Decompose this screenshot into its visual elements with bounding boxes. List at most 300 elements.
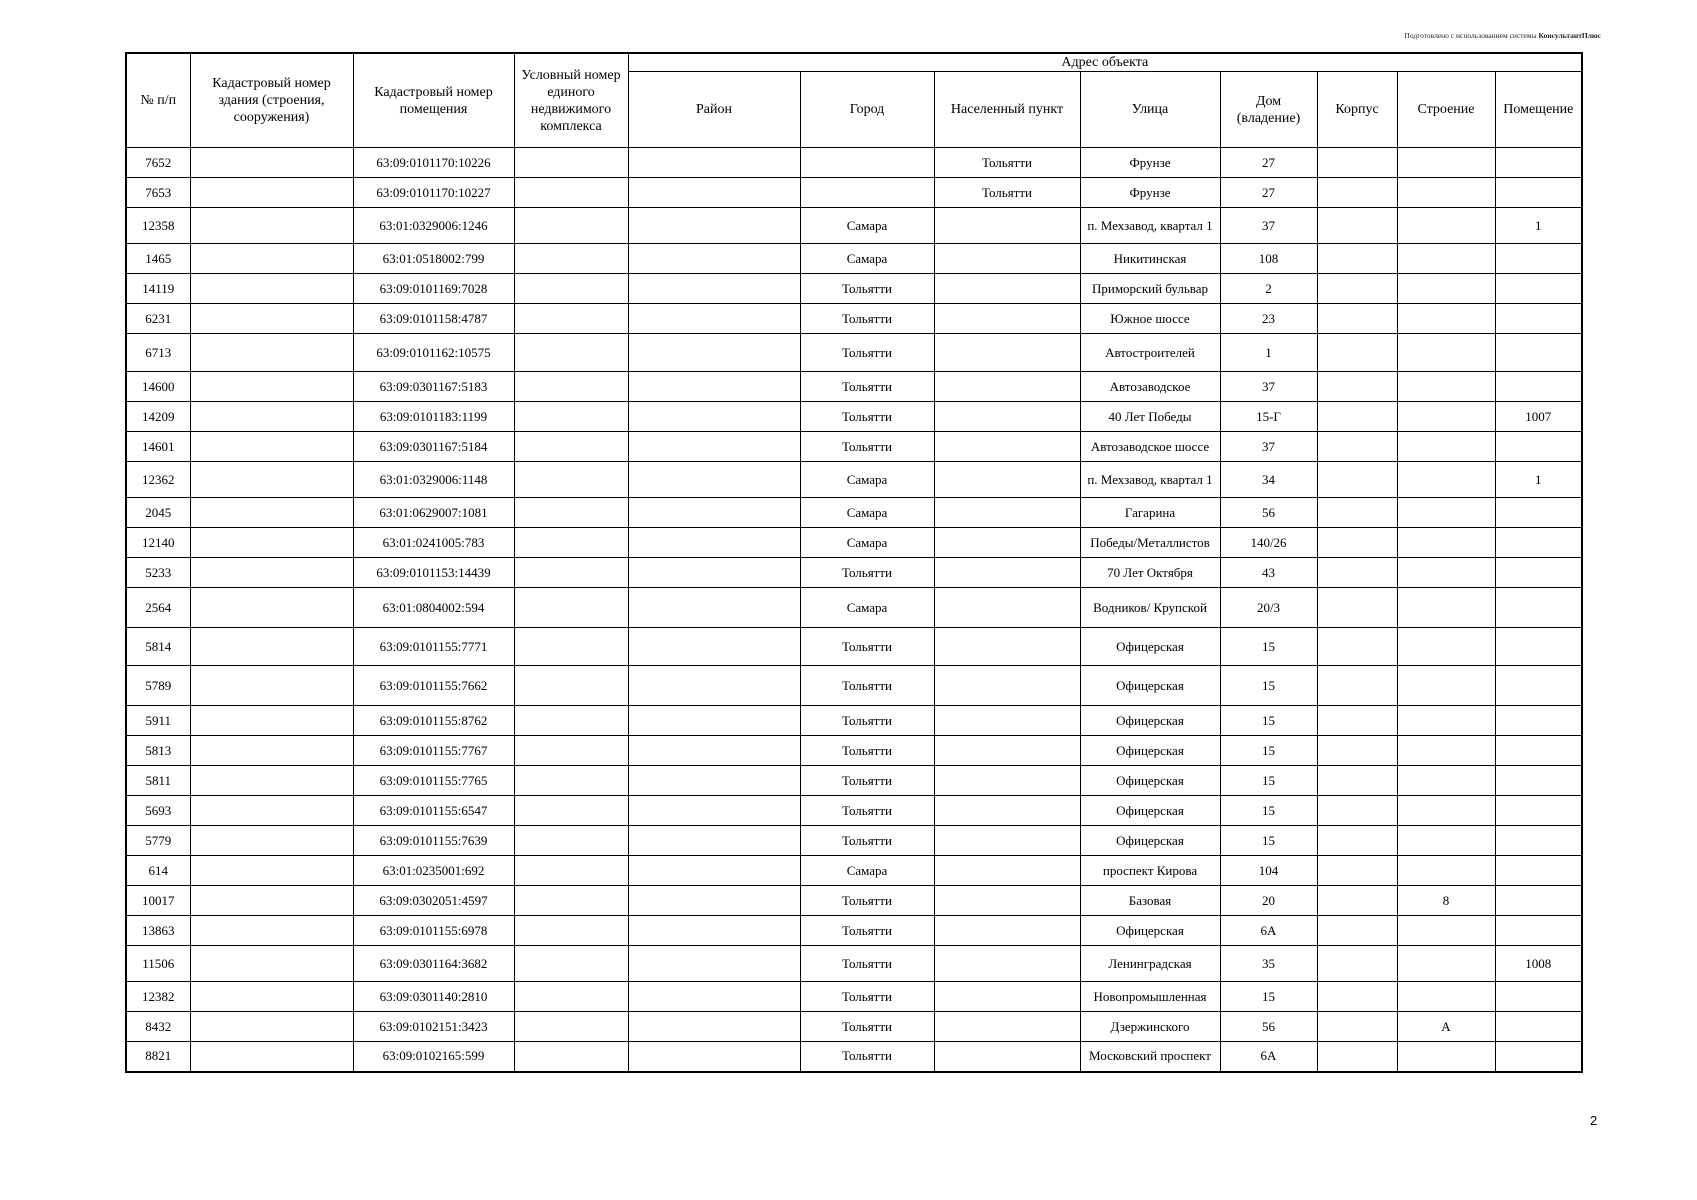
cell-stroenie <box>1397 796 1495 826</box>
cell-premises-cadastral: 63:09:0101162:10575 <box>353 334 514 372</box>
cell-house: 20/3 <box>1220 588 1317 628</box>
cell-district <box>628 498 800 528</box>
cell-building-cadastral <box>190 826 353 856</box>
cell-street: Фрунзе <box>1080 178 1220 208</box>
cell-building-cadastral <box>190 432 353 462</box>
cell-city: Тольятти <box>800 796 934 826</box>
cell-num: 2564 <box>126 588 190 628</box>
cell-stroenie <box>1397 826 1495 856</box>
cell-num: 14601 <box>126 432 190 462</box>
cell-complex-number <box>514 736 628 766</box>
cell-korpus <box>1317 208 1397 244</box>
cell-num: 14119 <box>126 274 190 304</box>
cell-settlement <box>934 856 1080 886</box>
cell-num: 6713 <box>126 334 190 372</box>
cell-pomeshchenie <box>1495 558 1582 588</box>
cell-pomeshchenie <box>1495 796 1582 826</box>
cell-complex-number <box>514 796 628 826</box>
cell-stroenie <box>1397 208 1495 244</box>
cell-num: 2045 <box>126 498 190 528</box>
cell-city: Тольятти <box>800 826 934 856</box>
cell-premises-cadastral: 63:09:0301140:2810 <box>353 982 514 1012</box>
cell-num: 6231 <box>126 304 190 334</box>
cell-stroenie <box>1397 334 1495 372</box>
table-row <box>126 766 1582 796</box>
cell-complex-number <box>514 178 628 208</box>
col-header-house: Дом (владение) <box>1220 72 1317 148</box>
cell-num: 13863 <box>126 916 190 946</box>
table-row <box>126 796 1582 826</box>
cell-pomeshchenie <box>1495 706 1582 736</box>
cell-pomeshchenie <box>1495 1042 1582 1072</box>
cell-settlement <box>934 244 1080 274</box>
cell-district <box>628 372 800 402</box>
cell-settlement <box>934 946 1080 982</box>
cell-street: Автозаводское шоссе <box>1080 432 1220 462</box>
cell-settlement <box>934 826 1080 856</box>
cell-city: Самара <box>800 856 934 886</box>
cell-building-cadastral <box>190 372 353 402</box>
cell-complex-number <box>514 1012 628 1042</box>
cell-building-cadastral <box>190 916 353 946</box>
cell-house: 15-Г <box>1220 402 1317 432</box>
cell-korpus <box>1317 1042 1397 1072</box>
cell-korpus <box>1317 796 1397 826</box>
cell-premises-cadastral: 63:09:0302051:4597 <box>353 886 514 916</box>
cell-building-cadastral <box>190 462 353 498</box>
cell-building-cadastral <box>190 886 353 916</box>
cell-city: Тольятти <box>800 334 934 372</box>
table-body <box>126 148 1582 1072</box>
cell-house: 56 <box>1220 498 1317 528</box>
cell-house: 15 <box>1220 766 1317 796</box>
cell-district <box>628 208 800 244</box>
cell-city <box>800 148 934 178</box>
cell-house: 1 <box>1220 334 1317 372</box>
col-header-premises-cadastral: Кадастровый номер помещения <box>353 53 514 148</box>
watermark-prefix: Подготовлено с использованием системы <box>1404 31 1537 40</box>
cell-pomeshchenie <box>1495 148 1582 178</box>
col-header-num: № п/п <box>126 53 190 148</box>
cell-district <box>628 766 800 796</box>
cell-building-cadastral <box>190 528 353 558</box>
cell-city: Тольятти <box>800 558 934 588</box>
cell-complex-number <box>514 826 628 856</box>
col-header-district: Район <box>628 72 800 148</box>
cell-num: 8432 <box>126 1012 190 1042</box>
cell-complex-number <box>514 766 628 796</box>
cell-street: Дзержинского <box>1080 1012 1220 1042</box>
cell-num: 5779 <box>126 826 190 856</box>
cell-num: 5789 <box>126 666 190 706</box>
cell-building-cadastral <box>190 148 353 178</box>
cell-settlement: Тольятти <box>934 148 1080 178</box>
table-row <box>126 628 1582 666</box>
col-header-address-group: Адрес объекта <box>628 53 1582 72</box>
cell-complex-number <box>514 148 628 178</box>
cell-settlement <box>934 666 1080 706</box>
cell-stroenie: 8 <box>1397 886 1495 916</box>
cell-district <box>628 826 800 856</box>
cell-stroenie <box>1397 402 1495 432</box>
cell-street: Ленинградская <box>1080 946 1220 982</box>
cell-street: Базовая <box>1080 886 1220 916</box>
col-header-city: Город <box>800 72 934 148</box>
cell-complex-number <box>514 208 628 244</box>
cell-num: 10017 <box>126 886 190 916</box>
cell-pomeshchenie <box>1495 886 1582 916</box>
cell-settlement <box>934 558 1080 588</box>
cell-settlement <box>934 498 1080 528</box>
cell-korpus <box>1317 826 1397 856</box>
cell-street: 40 Лет Победы <box>1080 402 1220 432</box>
table-row <box>126 208 1582 244</box>
cell-building-cadastral <box>190 208 353 244</box>
cell-complex-number <box>514 334 628 372</box>
table-row <box>126 946 1582 982</box>
cell-stroenie <box>1397 462 1495 498</box>
cell-district <box>628 706 800 736</box>
cell-house: 37 <box>1220 208 1317 244</box>
cell-num: 7652 <box>126 148 190 178</box>
cell-pomeshchenie: 1007 <box>1495 402 1582 432</box>
cell-house: 27 <box>1220 178 1317 208</box>
cell-complex-number <box>514 462 628 498</box>
cell-house: 6А <box>1220 1042 1317 1072</box>
cell-street: 70 Лет Октября <box>1080 558 1220 588</box>
col-header-street: Улица <box>1080 72 1220 148</box>
cell-house: 34 <box>1220 462 1317 498</box>
cell-street: Офицерская <box>1080 628 1220 666</box>
table-row <box>126 736 1582 766</box>
cell-korpus <box>1317 402 1397 432</box>
table-row <box>126 148 1582 178</box>
table-row <box>126 558 1582 588</box>
cell-num: 8821 <box>126 1042 190 1072</box>
cell-building-cadastral <box>190 766 353 796</box>
cell-settlement <box>934 334 1080 372</box>
page-number: 2 <box>1590 1113 1598 1128</box>
cell-premises-cadastral: 63:09:0101183:1199 <box>353 402 514 432</box>
cell-city: Самара <box>800 528 934 558</box>
cell-stroenie <box>1397 372 1495 402</box>
cell-district <box>628 736 800 766</box>
cell-district <box>628 432 800 462</box>
cell-pomeshchenie <box>1495 766 1582 796</box>
cell-complex-number <box>514 916 628 946</box>
cell-complex-number <box>514 244 628 274</box>
cell-stroenie <box>1397 1042 1495 1072</box>
cell-building-cadastral <box>190 796 353 826</box>
cell-settlement <box>934 1042 1080 1072</box>
cell-premises-cadastral: 63:09:0102165:599 <box>353 1042 514 1072</box>
cell-pomeshchenie <box>1495 432 1582 462</box>
cell-building-cadastral <box>190 274 353 304</box>
cell-district <box>628 558 800 588</box>
cell-num: 5911 <box>126 706 190 736</box>
cell-settlement <box>934 588 1080 628</box>
cell-city <box>800 178 934 208</box>
cell-stroenie <box>1397 588 1495 628</box>
cell-pomeshchenie: 1 <box>1495 462 1582 498</box>
cell-house: 27 <box>1220 148 1317 178</box>
cell-stroenie <box>1397 432 1495 462</box>
cell-korpus <box>1317 666 1397 706</box>
col-header-settlement: Населенный пункт <box>934 72 1080 148</box>
table-row <box>126 402 1582 432</box>
cell-street: Офицерская <box>1080 796 1220 826</box>
cell-premises-cadastral: 63:09:0101170:10227 <box>353 178 514 208</box>
cell-street: Фрунзе <box>1080 148 1220 178</box>
cell-house: 15 <box>1220 796 1317 826</box>
cell-city: Тольятти <box>800 1012 934 1042</box>
cell-korpus <box>1317 274 1397 304</box>
cell-complex-number <box>514 856 628 886</box>
cell-house: 15 <box>1220 628 1317 666</box>
cell-pomeshchenie <box>1495 826 1582 856</box>
cell-district <box>628 856 800 886</box>
cell-building-cadastral <box>190 558 353 588</box>
cell-premises-cadastral: 63:09:0101169:7028 <box>353 274 514 304</box>
cell-building-cadastral <box>190 946 353 982</box>
cell-stroenie <box>1397 666 1495 706</box>
cell-pomeshchenie <box>1495 372 1582 402</box>
cell-house: 37 <box>1220 372 1317 402</box>
cell-complex-number <box>514 372 628 402</box>
cell-premises-cadastral: 63:01:0329006:1246 <box>353 208 514 244</box>
cell-district <box>628 178 800 208</box>
cell-complex-number <box>514 498 628 528</box>
cell-complex-number <box>514 1042 628 1072</box>
cell-street: Южное шоссе <box>1080 304 1220 334</box>
cell-settlement <box>934 736 1080 766</box>
cell-complex-number <box>514 274 628 304</box>
cell-num: 14209 <box>126 402 190 432</box>
cell-korpus <box>1317 916 1397 946</box>
cell-num: 12362 <box>126 462 190 498</box>
cell-house: 35 <box>1220 946 1317 982</box>
cell-korpus <box>1317 462 1397 498</box>
table-row <box>126 498 1582 528</box>
cell-building-cadastral <box>190 334 353 372</box>
cell-city: Тольятти <box>800 946 934 982</box>
cell-city: Самара <box>800 588 934 628</box>
cell-settlement <box>934 1012 1080 1042</box>
table-row <box>126 372 1582 402</box>
cell-city: Тольятти <box>800 736 934 766</box>
cell-building-cadastral <box>190 588 353 628</box>
cell-house: 2 <box>1220 274 1317 304</box>
cell-house: 140/26 <box>1220 528 1317 558</box>
watermark-brand: КонсультантПлюс <box>1538 31 1601 40</box>
cell-street: п. Мехзавод, квартал 1 <box>1080 208 1220 244</box>
cell-city: Тольятти <box>800 1042 934 1072</box>
cell-korpus <box>1317 766 1397 796</box>
cell-complex-number <box>514 558 628 588</box>
cell-district <box>628 1042 800 1072</box>
table-row <box>126 528 1582 558</box>
table-row <box>126 274 1582 304</box>
table-row <box>126 588 1582 628</box>
cell-city: Тольятти <box>800 666 934 706</box>
table-row <box>126 432 1582 462</box>
table-header <box>126 53 1582 148</box>
cell-num: 11506 <box>126 946 190 982</box>
cell-house: 23 <box>1220 304 1317 334</box>
cell-num: 1465 <box>126 244 190 274</box>
cell-settlement <box>934 796 1080 826</box>
cell-house: 20 <box>1220 886 1317 916</box>
cell-stroenie <box>1397 946 1495 982</box>
cell-house: 56 <box>1220 1012 1317 1042</box>
cell-premises-cadastral: 63:09:0101158:4787 <box>353 304 514 334</box>
cell-street: Никитинская <box>1080 244 1220 274</box>
cell-pomeshchenie <box>1495 528 1582 558</box>
cell-korpus <box>1317 856 1397 886</box>
cell-korpus <box>1317 372 1397 402</box>
cell-city: Тольятти <box>800 304 934 334</box>
table-row <box>126 1042 1582 1072</box>
cell-district <box>628 886 800 916</box>
cell-building-cadastral <box>190 1042 353 1072</box>
cell-house: 15 <box>1220 666 1317 706</box>
cell-korpus <box>1317 982 1397 1012</box>
cell-settlement <box>934 304 1080 334</box>
table-row <box>126 706 1582 736</box>
cell-house: 108 <box>1220 244 1317 274</box>
cell-settlement <box>934 766 1080 796</box>
cell-pomeshchenie: 1008 <box>1495 946 1582 982</box>
cell-stroenie <box>1397 498 1495 528</box>
cell-street: Автозаводское <box>1080 372 1220 402</box>
cell-street: Офицерская <box>1080 706 1220 736</box>
cell-house: 15 <box>1220 826 1317 856</box>
cell-settlement <box>934 628 1080 666</box>
cell-street: Офицерская <box>1080 666 1220 706</box>
cell-district <box>628 148 800 178</box>
cell-building-cadastral <box>190 856 353 886</box>
cell-premises-cadastral: 63:09:0101155:7767 <box>353 736 514 766</box>
cell-settlement <box>934 916 1080 946</box>
cell-stroenie <box>1397 304 1495 334</box>
cell-korpus <box>1317 304 1397 334</box>
table-row <box>126 916 1582 946</box>
table-row <box>126 304 1582 334</box>
cell-complex-number <box>514 402 628 432</box>
cell-stroenie <box>1397 244 1495 274</box>
cell-premises-cadastral: 63:09:0301167:5183 <box>353 372 514 402</box>
cell-street: Гагарина <box>1080 498 1220 528</box>
cell-korpus <box>1317 1012 1397 1042</box>
col-header-korpus: Корпус <box>1317 72 1397 148</box>
cell-korpus <box>1317 528 1397 558</box>
cell-pomeshchenie <box>1495 856 1582 886</box>
cell-city: Самара <box>800 498 934 528</box>
cell-settlement <box>934 432 1080 462</box>
table-row <box>126 334 1582 372</box>
col-header-pomeshchenie: Помещение <box>1495 72 1582 148</box>
cell-settlement <box>934 982 1080 1012</box>
cell-korpus <box>1317 946 1397 982</box>
cell-korpus <box>1317 628 1397 666</box>
cell-building-cadastral <box>190 402 353 432</box>
cell-building-cadastral <box>190 1012 353 1042</box>
cell-settlement: Тольятти <box>934 178 1080 208</box>
cell-num: 5693 <box>126 796 190 826</box>
cell-street: проспект Кирова <box>1080 856 1220 886</box>
cell-premises-cadastral: 63:09:0301164:3682 <box>353 946 514 982</box>
cell-district <box>628 1012 800 1042</box>
cell-num: 12382 <box>126 982 190 1012</box>
cell-premises-cadastral: 63:09:0101155:6547 <box>353 796 514 826</box>
cell-building-cadastral <box>190 304 353 334</box>
cell-pomeshchenie <box>1495 334 1582 372</box>
cell-settlement <box>934 706 1080 736</box>
cell-district <box>628 666 800 706</box>
cell-premises-cadastral: 63:09:0101155:7765 <box>353 766 514 796</box>
cell-premises-cadastral: 63:01:0804002:594 <box>353 588 514 628</box>
col-header-complex-number: Условный номер единого недвижимого комплекса <box>514 53 628 148</box>
cell-house: 6А <box>1220 916 1317 946</box>
cell-korpus <box>1317 558 1397 588</box>
cell-stroenie: А <box>1397 1012 1495 1042</box>
cell-premises-cadastral: 63:01:0329006:1148 <box>353 462 514 498</box>
cell-district <box>628 916 800 946</box>
table-row <box>126 666 1582 706</box>
cell-stroenie <box>1397 148 1495 178</box>
cell-premises-cadastral: 63:01:0235001:692 <box>353 856 514 886</box>
cell-stroenie <box>1397 706 1495 736</box>
property-register-table <box>125 52 1583 1073</box>
cell-city: Тольятти <box>800 432 934 462</box>
cell-house: 104 <box>1220 856 1317 886</box>
cell-premises-cadastral: 63:09:0101153:14439 <box>353 558 514 588</box>
cell-building-cadastral <box>190 178 353 208</box>
cell-korpus <box>1317 178 1397 208</box>
cell-settlement <box>934 274 1080 304</box>
cell-korpus <box>1317 736 1397 766</box>
cell-district <box>628 304 800 334</box>
cell-city: Тольятти <box>800 982 934 1012</box>
table-row <box>126 244 1582 274</box>
cell-house: 15 <box>1220 736 1317 766</box>
table-row <box>126 826 1582 856</box>
cell-district <box>628 796 800 826</box>
cell-pomeshchenie <box>1495 736 1582 766</box>
cell-street: Московский проспект <box>1080 1042 1220 1072</box>
cell-pomeshchenie <box>1495 178 1582 208</box>
cell-district <box>628 982 800 1012</box>
cell-premises-cadastral: 63:01:0629007:1081 <box>353 498 514 528</box>
cell-house: 15 <box>1220 982 1317 1012</box>
cell-premises-cadastral: 63:09:0101155:7771 <box>353 628 514 666</box>
cell-pomeshchenie <box>1495 274 1582 304</box>
cell-pomeshchenie <box>1495 588 1582 628</box>
cell-street: Новопромышленная <box>1080 982 1220 1012</box>
cell-house: 43 <box>1220 558 1317 588</box>
cell-korpus <box>1317 886 1397 916</box>
cell-num: 12358 <box>126 208 190 244</box>
cell-num: 14600 <box>126 372 190 402</box>
cell-pomeshchenie <box>1495 666 1582 706</box>
cell-settlement <box>934 462 1080 498</box>
cell-building-cadastral <box>190 244 353 274</box>
table-row <box>126 856 1582 886</box>
cell-city: Тольятти <box>800 402 934 432</box>
cell-house: 15 <box>1220 706 1317 736</box>
table-row <box>126 178 1582 208</box>
cell-city: Тольятти <box>800 886 934 916</box>
